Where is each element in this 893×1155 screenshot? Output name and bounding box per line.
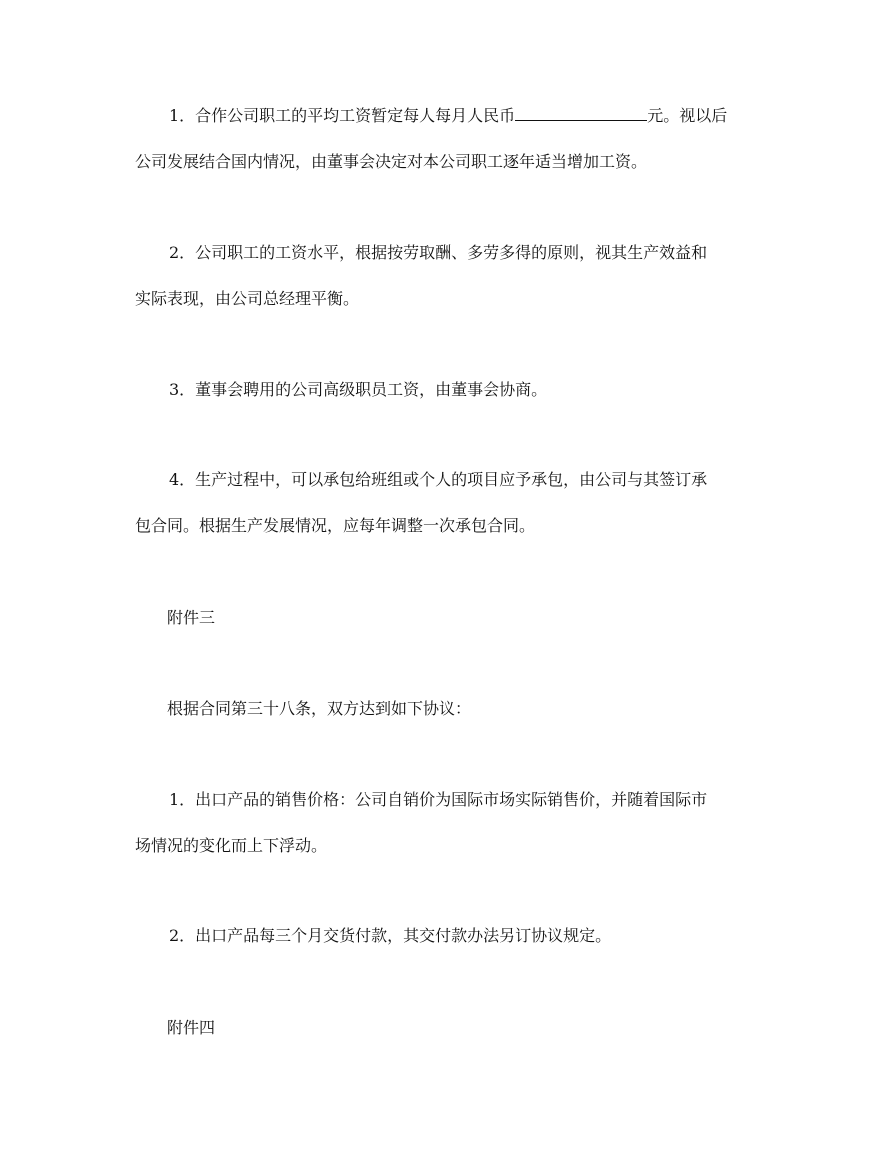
clause-3-line-1: 3．董事会聘用的公司高级职员工资，由董事会协商。 xyxy=(169,380,548,399)
clause-1-line-2: 公司发展结合国内情况，由董事会决定对本公司职工逐年适当增加工资。 xyxy=(135,152,648,171)
annex-3-item-1-line-2: 场情况的变化而上下浮动。 xyxy=(135,836,328,855)
clause-2-line-1: 2．公司职工的工资水平，根据按劳取酬、多劳多得的原则，视其生产效益和 xyxy=(169,243,708,262)
annex-3-item-1-line-1: 1．出口产品的销售价格：公司自销价为国际市场实际销售价，并随着国际市 xyxy=(169,790,708,809)
clause-4-line-2: 包合同。根据生产发展情况，应每年调整一次承包合同。 xyxy=(135,516,536,535)
clause-1-text-b: 元。视以后 xyxy=(647,106,728,125)
annex-4-title: 附件四 xyxy=(167,1018,216,1037)
clause-4-line-1: 4．生产过程中，可以承包给班组或个人的项目应予承包，由公司与其签订承 xyxy=(169,470,708,489)
clause-3 xyxy=(135,367,775,413)
clause-4 xyxy=(135,457,775,549)
annex-3-title: 附件三 xyxy=(167,608,216,627)
clause-1 xyxy=(135,93,775,185)
clause-2 xyxy=(135,230,775,322)
annex-3-item-1 xyxy=(135,777,775,869)
annex-3-item-2-line-1: 2．出口产品每三个月交货付款，其交付款办法另订协议规定。 xyxy=(169,926,612,945)
clause-1-text-a: 1．合作公司职工的平均工资暂定每人每月人民币 xyxy=(169,106,516,125)
salary-blank xyxy=(515,106,647,121)
clause-2-line-2: 实际表现，由公司总经理平衡。 xyxy=(135,289,360,308)
annex-3-intro: 根据合同第三十八条，双方达到如下协议： xyxy=(167,699,472,718)
annex-3-item-2 xyxy=(135,913,775,959)
